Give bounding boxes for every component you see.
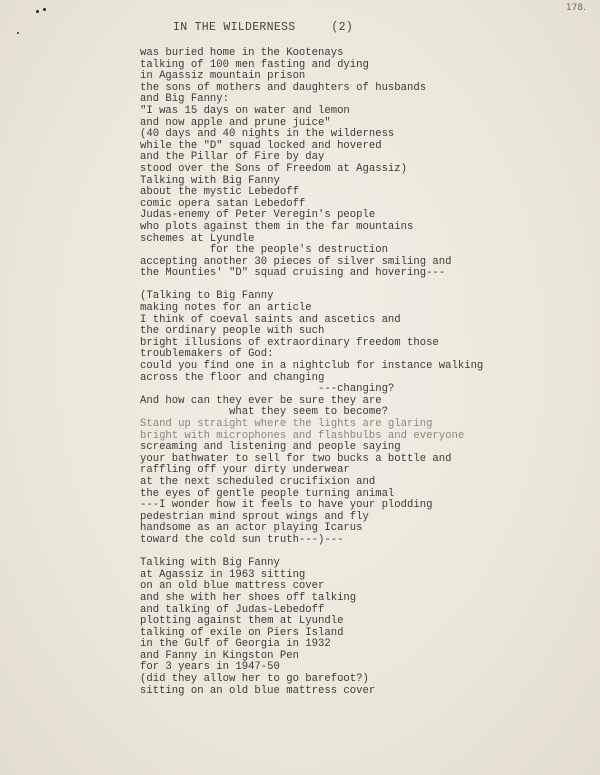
poem-line: across the floor and changing [140, 371, 325, 384]
poem-line: comic opera satan Lebedoff [140, 197, 306, 210]
poem-line: Stand up straight where the lights are glaring [140, 418, 433, 430]
poem-line: plotting against them at Lyundle [140, 615, 344, 628]
poem-line: for the people's destruction [140, 244, 388, 257]
poem-line: troublemakers of God: [140, 348, 274, 361]
poem-line: I think of coeval saints and ascetics and [140, 313, 401, 326]
poem-line: accepting another 30 pieces of silver smiling and [140, 255, 452, 268]
poem-line: talking of 100 men fasting and dying [140, 58, 369, 71]
poem-line: stood over the Sons of Freedom at Agassiz) [140, 162, 408, 175]
poem-line: and Big Fanny: [140, 93, 230, 106]
poem-line: at Agassiz in 1963 sitting [140, 568, 306, 581]
poem-line: who plots against them in the far mountains [140, 220, 414, 233]
poem-line: Judas-enemy of Peter Veregin's people [140, 209, 376, 222]
poem-line: And how can they ever be sure they are [140, 394, 382, 407]
ink-mark [17, 32, 19, 34]
poem-line: what they seem to become? [140, 406, 388, 419]
page-number: 178. [565, 3, 586, 13]
poem-line: the Mounties' "D" squad cruising and hovering--- [140, 267, 446, 280]
poem-line: pedestrian mind sprout wings and fly [140, 510, 369, 523]
poem-line: toward the cold sun truth---)--- [140, 533, 344, 546]
poem-line: and the Pillar of Fire by day [140, 151, 325, 164]
poem-line: raffling off your dirty underwear [140, 464, 350, 477]
poem-line: handsome as an actor playing Icarus [140, 522, 363, 535]
poem-line: for 3 years in 1947-50 [140, 661, 280, 674]
poem-line: schemes at Lyundle [140, 232, 255, 245]
poem-line: in the Gulf of Georgia in 1932 [140, 638, 331, 651]
poem-line: ---I wonder how it feels to have your plodding [140, 499, 433, 512]
poem-line: about the mystic Lebedoff [140, 186, 299, 199]
poem-line: and she with her shoes off talking [140, 591, 357, 604]
poem-line: could you find one in a nightclub for instance walking [140, 360, 484, 373]
poem-line: (Talking to Big Fanny [140, 290, 274, 303]
poem-line: the eyes of gentle people turning animal [140, 487, 395, 500]
poem-line: at the next scheduled crucifixion and [140, 475, 376, 488]
poem-body [140, 48, 590, 697]
poem-line: and now apple and prune juice" [140, 116, 331, 129]
poem-line: "I was 15 days on water and lemon [140, 104, 350, 117]
poem-line: and talking of Judas-Lebedoff [140, 603, 325, 616]
poem-line: was buried home in the Kootenays [140, 47, 344, 59]
poem-line: the ordinary people with such [140, 325, 325, 338]
ink-mark [36, 10, 39, 13]
poem-line: talking of exile on Piers Island [140, 626, 344, 639]
poem-line: sitting on an old blue mattress cover [140, 684, 376, 697]
poem-line: bright illusions of extraordinary freedom those [140, 336, 439, 349]
poem-line: (did they allow her to go barefoot?) [140, 673, 369, 686]
poem-line: Talking with Big Fanny [140, 174, 280, 187]
poem-line: Talking with Big Fanny [140, 557, 280, 570]
poem-line: in Agassiz mountain prison [140, 70, 306, 83]
poem-line: your bathwater to sell for two bucks a bottle and [140, 452, 452, 465]
poem-line: screaming and listening and people saying [140, 441, 401, 454]
poem-line: while the "D" squad locked and hovered [140, 139, 382, 152]
ink-mark [43, 8, 46, 11]
poem-line: (40 days and 40 nights in the wilderness [140, 128, 395, 141]
poem-line: and Fanny in Kingston Pen [140, 649, 299, 662]
poem-line: ---changing? [140, 383, 395, 396]
poem-line: the sons of mothers and daughters of husbands [140, 81, 427, 94]
poem-line: making notes for an article [140, 302, 312, 315]
poem-line: bright with microphones and flashbulbs and everyone [140, 429, 465, 442]
poem-line: on an old blue mattress cover [140, 580, 325, 593]
page-title: IN THE WILDERNESS (2) [173, 21, 354, 34]
